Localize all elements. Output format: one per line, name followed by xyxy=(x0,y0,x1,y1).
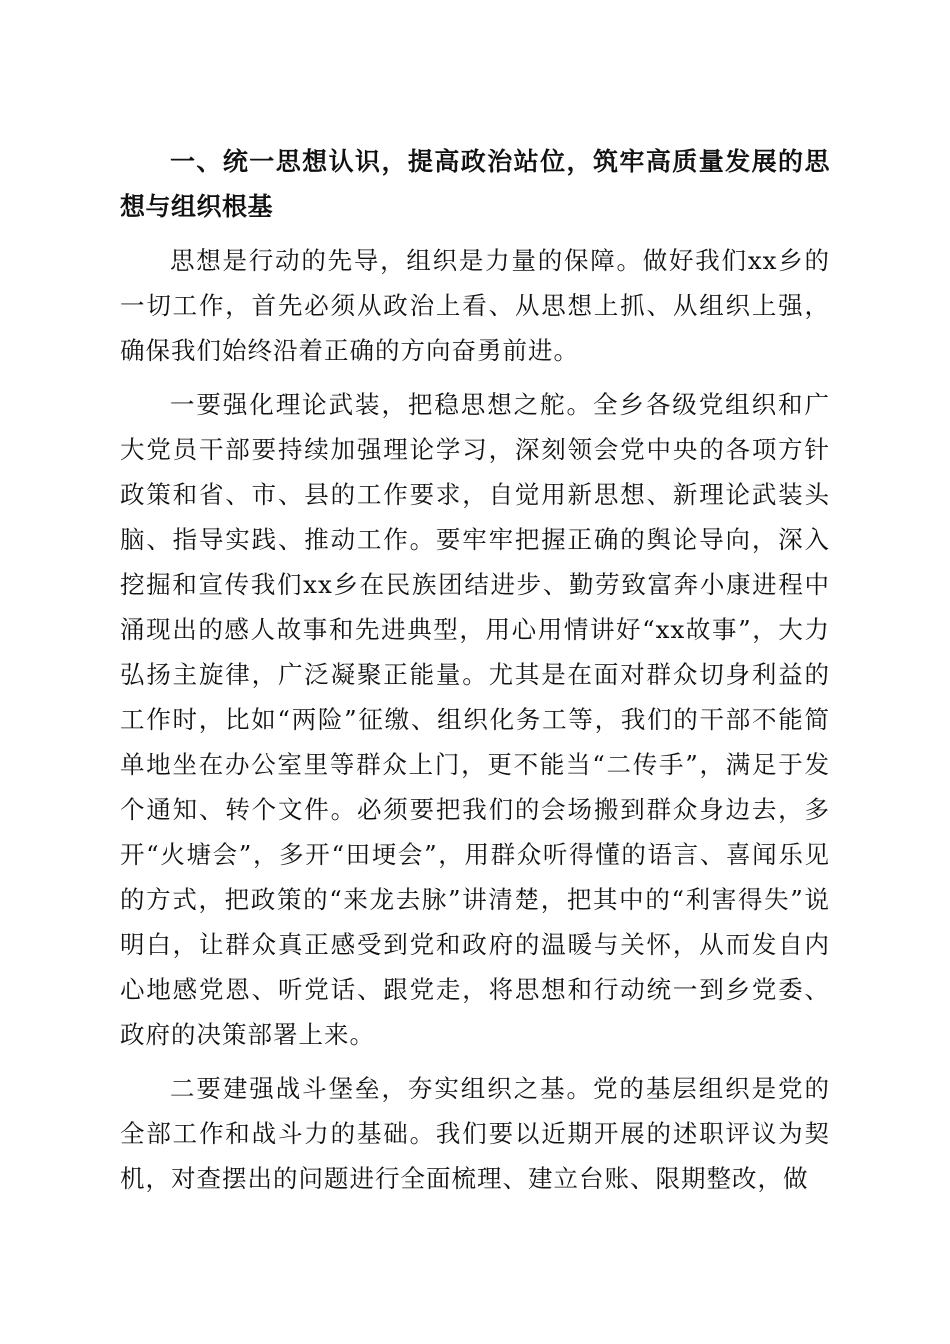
document-page xyxy=(120,139,830,1210)
section-heading: 一、统一思想认识，提高政治站位，筑牢高质量发展的思想与组织根基 xyxy=(120,147,830,221)
paragraph-theory: 一要强化理论武装，把稳思想之舵。全乡各级党组织和广大党员干部要持续加强理论学习，深刻领会党中央的各项方针政策和省、市、县的工作要求，自觉用新思想、新理论武装头脑、指导实践、推动工作。要牢牢把握正确的舆论导向，深入挖掘和宣传我们xx乡在民族团结进步、勤劳致富奔小康进程中涌现出的感人故事和先进典型，用心用情讲好“xx故事”，大力弘扬主旋律，广泛凝聚正能量。尤其是在面对群众切身利益的工作时，比如“两险”征缴、组织化务工等，我们的干部不能简单地坐在办公室里等群众上门，更不能当“二传手”，满足于发个通知、转个文件。必须要把我们的会场搬到群众身边去，多开“火塘会”，多开“田埂会”，用群众听得懂的语言、喜闻乐见的方式，把政策的“来龙去脉”讲清楚，把其中的“利害得失”说明白，让群众真正感受到党和政府的温暖与关怀，从而发自内心地感党恩、听党话、跟党走，将思想和行动统一到乡党委、政府的决策部署上来。 xyxy=(120,390,830,1049)
paragraph-intro: 思想是行动的先导，组织是力量的保障。做好我们xx乡的一切工作，首先必须从政治上看、从思想上抓、从组织上强，确保我们始终沿着正确的方向奋勇前进。 xyxy=(120,246,830,365)
paragraph-organization: 二要建强战斗堡垒，夯实组织之基。党的基层组织是党的全部工作和战斗力的基础。我们要以近期开展的述职评议为契机，对查摆出的问题进行全面梳理、建立台账、限期整改，做 xyxy=(120,1074,830,1193)
